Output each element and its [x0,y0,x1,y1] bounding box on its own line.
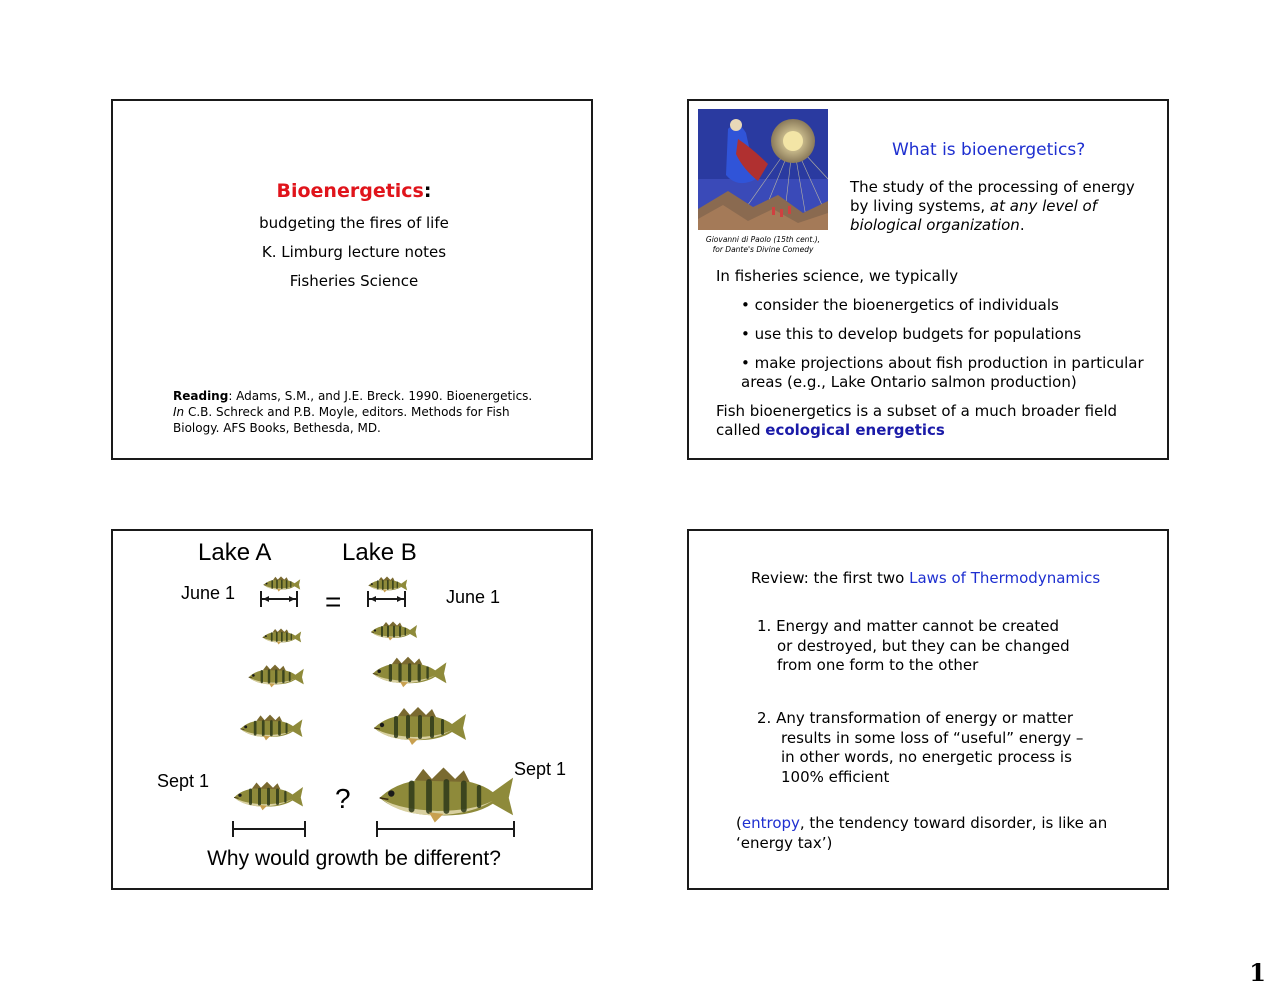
fish-icon [373,657,447,687]
dante-painting-image [698,109,828,230]
reading-line-1: : Adams, S.M., and J.E. Breck. 1990. Bioenergetics. [228,389,533,403]
definition-line-1: The study of the processing of energy [850,178,1135,196]
reading-reference [173,388,532,436]
lake-b-fish [369,577,514,823]
law-2-line: results in some loss of “useful” energy – [781,728,1084,747]
page-number: 1 [1249,958,1266,987]
entropy-line-2: ‘energy tax’) [736,833,833,852]
law-1-line: from one form to the other [777,656,979,674]
author-line: K. Limburg lecture notes [261,243,447,261]
fish-icon [371,622,417,641]
title-colon: : [423,180,432,202]
length-bar-sept-b [377,821,514,837]
definition-line-2: by living systems, [850,197,990,215]
painting-caption [694,235,832,255]
caption-line-2: for Dante's Divine Comedy [712,245,814,254]
law-1 [757,617,1070,676]
definition-emphasis-2: biological organization [850,216,1020,234]
law-2-line: in other words, no energetic process is [781,748,1072,766]
length-bar-sept-a [233,821,305,837]
bullet-item-continuation: areas (e.g., Lake Ontario salmon production) [741,373,1077,391]
growth-question: Why would growth be different? [207,847,501,870]
subtitle-line: budgeting the fires of life [259,214,449,232]
bullet-item: • make projections about fish production in particular [741,354,1144,372]
fish-icon [234,782,303,811]
closing-text [716,402,1117,440]
course-line: Fisheries Science [289,272,419,290]
fish-icon [240,715,302,741]
sept-label-left: Sept 1 [157,771,210,791]
law-1-line: 1. Energy and matter cannot be created [757,617,1060,635]
law-2 [757,709,1083,787]
bullet-item: • consider the bioenergetics of individuals [741,296,1059,314]
question-heading: What is bioenergetics? [892,140,1086,160]
reading-line-2: C.B. Schreck and P.B. Moyle, editors. Methods for Fish [184,405,510,419]
entropy-line-1: , the tendency toward disorder, is like an [799,814,1108,832]
title-text: Bioenergetics [276,180,424,202]
definition-emphasis-1: at any level of [989,197,1098,215]
sept-label-right: Sept 1 [514,759,567,779]
review-text: Review: the first two [751,569,910,587]
closing-line-1: Fish bioenergetics is a subset of a much broader field [716,402,1118,420]
slide-thermodynamics [687,529,1169,890]
fish-icon [380,767,513,822]
bullet-item: • use this to develop budgets for populations [741,325,1082,343]
question-mark: ? [335,783,351,814]
slide-title-heading [113,180,595,202]
slide-lake-growth [111,529,593,890]
lake-a-label: Lake A [198,539,272,566]
fish-icon [263,629,302,645]
entropy-term: entropy [741,814,800,832]
reading-in: In [173,405,185,419]
fish-icon [374,707,466,745]
fish-icon [263,576,300,591]
law-2-line: 100% efficient [781,767,890,786]
entropy-note [736,814,1107,853]
ecological-energetics-term: ecological energetics [765,421,945,439]
june-label-left: June 1 [181,583,236,603]
review-heading [751,569,1100,589]
caption-line-1: Giovanni di Paolo (15th cent.), [705,235,821,244]
reading-label: Reading [173,389,229,403]
fish-icon [369,577,408,593]
lake-a-fish [234,576,304,810]
definition-text [850,178,1135,235]
intro-text: In fisheries science, we typically [716,267,959,285]
closing-line-2: called [716,421,766,439]
slide-what-is-bioenergetics [687,99,1169,460]
lake-b-label: Lake B [342,539,417,566]
fish-icon [249,665,304,688]
laws-of-thermodynamics-term: Laws of Thermodynamics [909,569,1101,587]
entropy-open-paren: ( [736,814,742,832]
equals-sign: = [325,586,342,617]
june-label-right: June 1 [446,587,501,607]
fish-growth-illustration [113,531,591,888]
slide-title [111,99,593,460]
law-2-line: 2. Any transformation of energy or matter [757,709,1074,727]
law-1-line: or destroyed, but they can be changed [777,636,1070,655]
definition-period: . [1019,216,1025,234]
reading-line-3: Biology. AFS Books, Bethesda, MD. [173,421,381,435]
